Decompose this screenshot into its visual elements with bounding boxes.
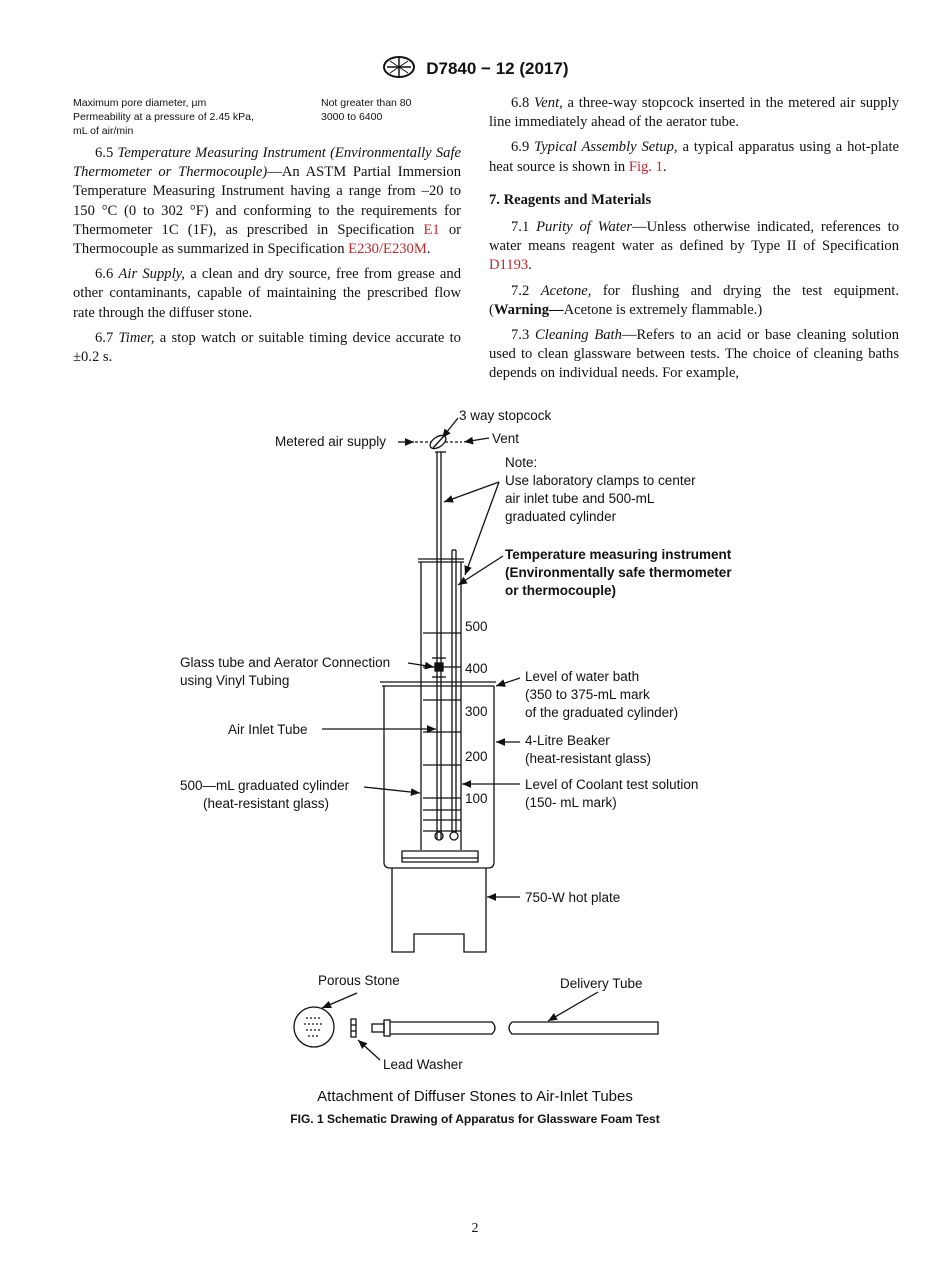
label-porous-stone: Porous Stone (318, 973, 400, 988)
scale-mark: 200 (465, 749, 488, 764)
table-row: mL of air/min (73, 125, 134, 137)
label-temp-instrument: or thermocouple) (505, 583, 617, 598)
link-e230[interactable]: E230/E230M (348, 241, 427, 258)
porous-stone-icon (294, 1007, 334, 1047)
label-beaker: 4-Litre Beaker (525, 733, 610, 748)
label-water-bath: Level of water bath (525, 669, 640, 684)
delivery-tube-icon (372, 1020, 658, 1036)
note-line: Note: (505, 455, 538, 470)
astm-logo-icon (382, 56, 416, 83)
scale-mark: 500 (465, 619, 488, 634)
link-d1193[interactable]: D1193 (489, 257, 529, 274)
link-e1[interactable]: E1 (423, 221, 440, 238)
label-lead-washer: Lead Washer (383, 1057, 463, 1072)
section-heading: 7. Reagents and Materials (489, 191, 652, 208)
note-line: graduated cylinder (505, 509, 617, 524)
label-cylinder: 500—mL graduated cylinder (180, 778, 350, 793)
link-fig1[interactable]: Fig. 1 (628, 158, 663, 175)
right-column (489, 94, 899, 390)
label-air-inlet: Air Inlet Tube (228, 722, 308, 737)
figure-subcaption: Attachment of Diffuser Stones to Air-Inlet Tubes (317, 1088, 633, 1105)
label-temp-instrument: (Environmentally safe thermometer (505, 565, 732, 580)
table-row: Maximum pore diameter, µm Not greater than 80 (73, 97, 412, 109)
label-water-bath: of the graduated cylinder) (525, 705, 679, 720)
label-water-bath: (350 to 375-mL mark (525, 687, 650, 702)
paragraph-6-9: 6.9 Typical Assembly Setup, a typical apparatus using a hot-plate heat source is shown in Fig. 1. (489, 139, 899, 175)
label-metered-air: Metered air supply (275, 434, 387, 449)
label-hot-plate: 750-W hot plate (525, 890, 621, 905)
label-cylinder: (heat-resistant glass) (203, 796, 330, 811)
label-temp-instrument: Temperature measuring instrument (505, 547, 732, 562)
label-glass-tube: Glass tube and Aerator Connection (180, 655, 391, 670)
scale-mark: 400 (465, 661, 488, 676)
stopcock-icon (415, 433, 462, 452)
left-column (73, 96, 461, 373)
designation: D7840 − 12 (2017) (426, 58, 569, 78)
paragraph-6-8: 6.8 Vent, a three-way stopcock inserted in the metered air supply line immediately ahead of the aerator tube. (489, 95, 899, 131)
paragraph-7-3: 7.3 Cleaning Bath—Refers to an acid or base cleaning solution used to clean glassware between tests. The choice of cleaning baths depends on individual needs. For example, (489, 327, 899, 382)
label-vent: Vent (492, 431, 520, 446)
apparatus-figure (0, 390, 950, 1080)
page-number: 2 (471, 1221, 479, 1236)
paragraph-7-2: 7.2 Acetone, for flushing and drying the test equipment. (Warning—Acetone is extremely flammable.) (489, 282, 899, 318)
lead-washer-icon (351, 1019, 356, 1037)
stone-properties-table (73, 96, 461, 138)
figure-caption: FIG. 1 Schematic Drawing of Apparatus for Glassware Foam Test (290, 1112, 660, 1126)
note-line: Use laboratory clamps to center (505, 473, 696, 488)
table-row: Permeability at a pressure of 2.45 kPa, 3000 to 6400 (73, 111, 383, 123)
paragraph-6-6: 6.6 Air Supply, a clean and dry source, free from grease and other contaminants, capable of maintaining the prescribed flow rate through the diffuser stone. (73, 266, 461, 321)
label-beaker: (heat-resistant glass) (525, 751, 652, 766)
scale-mark: 100 (465, 791, 488, 806)
hot-plate (392, 868, 486, 952)
scale-mark: 300 (465, 704, 488, 719)
note-line: air inlet tube and 500-mL (505, 491, 655, 506)
label-coolant: Level of Coolant test solution (525, 777, 699, 792)
document-header (0, 56, 950, 83)
paragraph-7-1: 7.1 Purity of Water—Unless otherwise indicated, references to water means reagent water as defined by Type II of Specification D1193. (489, 219, 899, 274)
thermometer-icon (450, 550, 458, 840)
label-coolant: (150- mL mark) (525, 795, 617, 810)
paragraph-6-7: 6.7 Timer, a stop watch or suitable timing device accurate to ±0.2 s. (73, 329, 461, 366)
label-stopcock: 3 way stopcock (459, 408, 552, 423)
label-delivery-tube: Delivery Tube (560, 976, 643, 991)
paragraph-6-5: 6.5 Temperature Measuring Instrument (Environmentally Safe Thermometer or Thermocouple)—An ASTM Partial Immersion Temperature Measuring Instrument having a range from –20 to 150 °C (0 to 302 °F) and conforming to the requirements for Thermometer 1C (1F), as prescribed in Specification E1 or Thermocouple as summarized in Specification E230/E230M. (73, 145, 461, 258)
label-glass-tube: using Vinyl Tubing (180, 673, 290, 688)
